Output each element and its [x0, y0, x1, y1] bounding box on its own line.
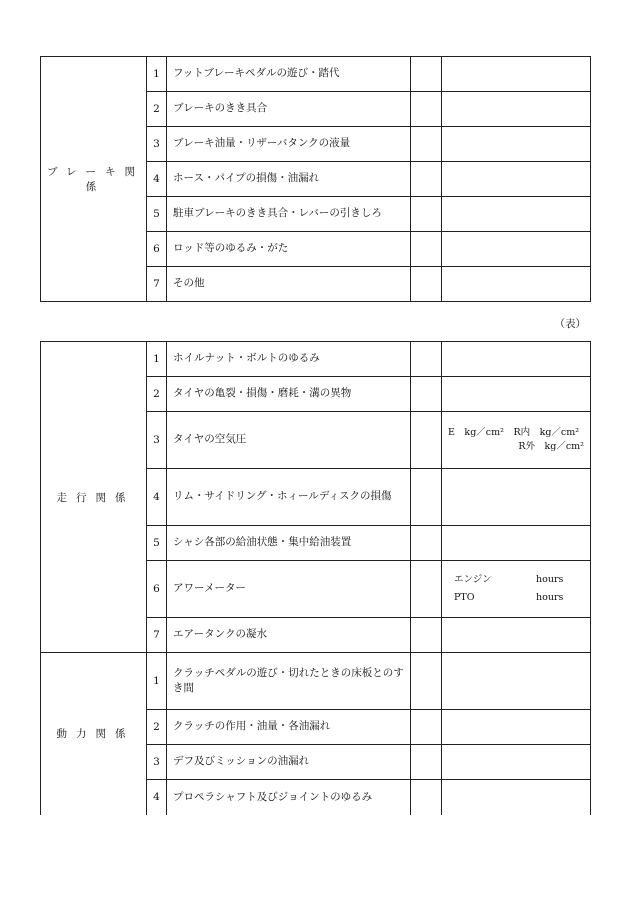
- item-label: クラッチの作用・油量・各油漏れ: [167, 710, 411, 745]
- hour-meter-pto: [454, 589, 590, 607]
- check-cell[interactable]: [411, 57, 442, 92]
- item-number: 7: [147, 618, 167, 653]
- hour-meter-cell[interactable]: [442, 561, 591, 618]
- pto-label: PTO: [454, 592, 475, 603]
- item-label: ホイルナット・ボルトのゆるみ: [167, 342, 411, 377]
- front-side-mark: （表）: [554, 318, 586, 330]
- item-number: 6: [147, 561, 167, 618]
- item-number: 7: [147, 267, 167, 302]
- note-cell[interactable]: [442, 197, 591, 232]
- item-number: 3: [147, 745, 167, 780]
- category-running: 走行関係: [41, 342, 147, 653]
- note-cell[interactable]: [442, 377, 591, 412]
- item-number: 2: [147, 92, 167, 127]
- tire-pressure-rear-inner: R内 kg／cm²: [513, 426, 580, 438]
- check-cell[interactable]: [411, 618, 442, 653]
- note-cell[interactable]: [442, 57, 591, 92]
- check-cell[interactable]: [411, 232, 442, 267]
- note-cell[interactable]: [442, 780, 591, 815]
- engine-label: エンジン: [454, 573, 492, 585]
- item-label: ブレーキ油量・リザーバタンクの液量: [167, 127, 411, 162]
- note-cell[interactable]: [442, 232, 591, 267]
- check-cell[interactable]: [411, 469, 442, 526]
- item-number: 2: [147, 710, 167, 745]
- item-number: 4: [147, 780, 167, 815]
- pto-unit: hours: [536, 592, 564, 603]
- item-label: ブレーキのきき具合: [167, 92, 411, 127]
- check-cell[interactable]: [411, 526, 442, 561]
- item-number: 4: [147, 469, 167, 526]
- check-cell[interactable]: [411, 377, 442, 412]
- item-label: タイヤの亀裂・損傷・磨耗・溝の異物: [167, 377, 411, 412]
- tire-pressure-front: E kg／cm²: [448, 426, 504, 438]
- check-cell[interactable]: [411, 745, 442, 780]
- item-number: 1: [147, 653, 167, 710]
- check-cell[interactable]: [411, 710, 442, 745]
- check-cell[interactable]: [411, 412, 442, 469]
- item-label: ホース・パイプの損傷・油漏れ: [167, 162, 411, 197]
- item-number: 4: [147, 162, 167, 197]
- item-number: 5: [147, 526, 167, 561]
- check-cell[interactable]: [411, 561, 442, 618]
- brake-inspection-table: [40, 56, 591, 302]
- check-cell[interactable]: [411, 653, 442, 710]
- item-label: リム・サイドリング・ホィールディスクの損傷: [167, 469, 411, 526]
- engine-unit: hours: [536, 573, 564, 585]
- item-label: クラッチペダルの遊び・切れたときの床板とのすき間: [167, 653, 411, 710]
- note-cell[interactable]: [442, 127, 591, 162]
- item-number: 1: [147, 342, 167, 377]
- item-label: その他: [167, 267, 411, 302]
- note-cell[interactable]: [442, 526, 591, 561]
- item-label: タイヤの空気圧: [167, 412, 411, 469]
- check-cell[interactable]: [411, 92, 442, 127]
- note-cell[interactable]: [442, 745, 591, 780]
- item-number: 3: [147, 127, 167, 162]
- check-cell[interactable]: [411, 162, 442, 197]
- note-cell[interactable]: [442, 618, 591, 653]
- running-power-inspection-table: [40, 341, 591, 815]
- item-number: 1: [147, 57, 167, 92]
- item-label: エアータンクの凝水: [167, 618, 411, 653]
- check-cell[interactable]: [411, 780, 442, 815]
- item-label: フットブレーキペダルの遊び・踏代: [167, 57, 411, 92]
- item-number: 5: [147, 197, 167, 232]
- item-number: 6: [147, 232, 167, 267]
- tire-pressure-cell[interactable]: [442, 412, 591, 469]
- note-cell[interactable]: [442, 92, 591, 127]
- check-cell[interactable]: [411, 267, 442, 302]
- check-cell[interactable]: [411, 342, 442, 377]
- item-number: 2: [147, 377, 167, 412]
- check-cell[interactable]: [411, 127, 442, 162]
- category-power: 動力関係: [41, 653, 147, 815]
- note-cell[interactable]: [442, 162, 591, 197]
- tire-pressure-rear-outer: R外 kg／cm²: [518, 441, 584, 452]
- item-label: 駐車ブレーキのきき具合・レバーの引きしろ: [167, 197, 411, 232]
- note-cell[interactable]: [442, 710, 591, 745]
- item-label: プロペラシャフト及びジョイントのゆるみ: [167, 780, 411, 815]
- note-cell[interactable]: [442, 653, 591, 710]
- note-cell[interactable]: [442, 342, 591, 377]
- category-brake: ブレーキ関係: [41, 57, 147, 302]
- item-label: ロッド等のゆるみ・がた: [167, 232, 411, 267]
- check-cell[interactable]: [411, 197, 442, 232]
- item-label: アワーメーター: [167, 561, 411, 618]
- note-cell[interactable]: [442, 469, 591, 526]
- tire-pressure-front-rear-inner: [448, 426, 584, 440]
- item-label: シャシ各部の給油状態・集中給油装置: [167, 526, 411, 561]
- item-label: デフ及びミッションの油漏れ: [167, 745, 411, 780]
- item-number: 3: [147, 412, 167, 469]
- hour-meter-engine: [454, 571, 590, 589]
- note-cell[interactable]: [442, 267, 591, 302]
